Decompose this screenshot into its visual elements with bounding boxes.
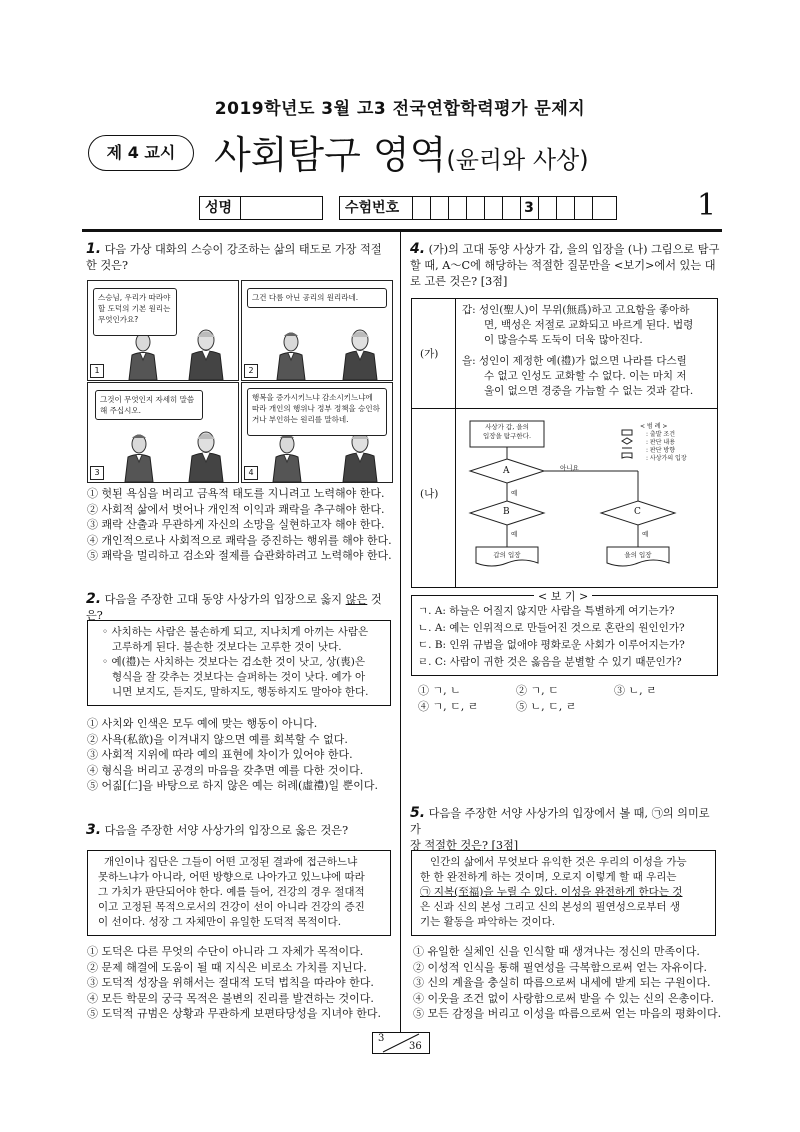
panel-number: 4	[244, 466, 258, 480]
option[interactable]: ② 문제 해결에 도움이 될 때 지식은 비로소 가치를 지닌다.	[87, 960, 367, 974]
bogi-item: ㄹ. C: 사람이 귀한 것은 옳음을 분별할 수 있기 때문인가?	[418, 656, 682, 668]
q4-stem-line: (가)의 고대 동양 사상가 갑, 을의 입장을 (나) 그림으로 탐구	[428, 243, 720, 256]
q1-number: 1.	[86, 241, 102, 257]
page-number: 1	[697, 188, 717, 223]
option[interactable]: ③ ㄴ, ㄹ	[614, 684, 657, 697]
outcome-gap-label: 갑의 입장	[493, 551, 521, 559]
exam-title: 2019학년도 3월 고3 전국연합학력평가 문제지	[214, 99, 586, 119]
legend	[634, 423, 687, 463]
q5-stem-line: 장 적절한 것은? [3점]	[410, 839, 519, 852]
quote-line: 형식을 잘 갖추는 것보다는 슬퍼하는 것이 낫다. 예가 아	[112, 671, 366, 683]
exam-no-cell[interactable]	[556, 197, 572, 219]
q3-stem	[86, 822, 396, 839]
q1-stem-text: 다음 가상 대화의 스승이 강조하는 삶의 태도로 가장 적절한 것은?	[86, 243, 382, 272]
node-a-label: A	[503, 466, 510, 476]
node-c-label: C	[634, 507, 641, 517]
na-label: (나)	[420, 488, 439, 500]
no-label: 아니요	[560, 464, 579, 472]
bogi-item: ㄱ. A: 하늘은 어질지 않지만 사람을 특별하게 여기는가?	[418, 605, 675, 617]
legend-item: : 판단 내용	[646, 439, 676, 446]
option[interactable]: ④ 이웃을 조건 없이 사랑함으로써 받을 수 있는 신의 은총이다.	[413, 991, 714, 1005]
option[interactable]: ② 이성적 인식을 통해 필연성을 극복함으로써 얻는 자유이다.	[413, 960, 707, 974]
option[interactable]: ① 유일한 실체인 신을 인식할 때 생겨나는 정신의 만족이다.	[413, 945, 700, 958]
quote-line: 한 한 완전하게 하는 것이며, 오로지 이렇게 할 때 우리는	[420, 871, 677, 883]
q5-stem	[410, 805, 722, 854]
node-b-label: B	[503, 507, 510, 517]
q3-number: 3.	[86, 822, 102, 838]
student-figure	[126, 330, 160, 380]
teacher-figure	[186, 430, 226, 482]
student-figure	[122, 432, 156, 482]
q2-stem-text: 다음을 주장한 고대 동양 사상가의 입장으로 옳지	[104, 593, 346, 606]
name-field[interactable]	[199, 196, 323, 220]
exam-number-field[interactable]	[339, 196, 617, 220]
quote-line: 개인이나 집단은 그들이 어떤 고정된 결과에 접근하느냐	[104, 856, 358, 868]
statement-line: 갑: 성인(聖人)이 무위(無爲)하고 고요함을 좋아하	[462, 304, 690, 316]
option[interactable]: ③ 도덕적 성장을 위해서는 절대적 도덕 법칙을 따라야 한다.	[87, 976, 374, 989]
q5-number: 5.	[410, 805, 426, 821]
quote-line: 이고 고정된 목적으로서의 건강이 선이 아니라 건강의 증진	[98, 901, 365, 913]
bogi-title: < 보 기 >	[534, 588, 592, 604]
exam-no-cell[interactable]	[430, 197, 446, 219]
legend-title: < 범 례 >	[640, 423, 668, 430]
statement-line: 을: 성인이 제정한 예(禮)가 없으면 나라를 다스릴	[462, 355, 687, 367]
period-badge: 제 4 교시	[88, 135, 194, 171]
speech-bubble-3: 그것이 무엇인지 자세히 말씀해 주십시오.	[95, 390, 203, 420]
start-text-line: 사상가 갑, 을의	[485, 423, 529, 431]
exam-no-cell[interactable]	[574, 197, 590, 219]
panel-number: 3	[90, 466, 104, 480]
ga-label: (가)	[420, 348, 439, 360]
subject-title	[214, 124, 589, 179]
option[interactable]: ④ ㄱ, ㄷ, ㄹ	[418, 700, 479, 713]
exam-no-cell[interactable]	[592, 197, 608, 219]
statement-line: 면, 백성은 저절로 교화되고 바르게 된다. 법령	[484, 319, 694, 331]
option[interactable]: ④ 형식을 버리고 공경의 마음을 갖추면 예를 다한 것이다.	[87, 763, 364, 777]
quote-line: 그 가치가 판단되어야 한다. 예를 들어, 건강의 경우 절대적	[98, 886, 365, 898]
q4-table	[411, 298, 718, 588]
yes-label: 예	[511, 489, 518, 497]
footer-page: 3	[378, 1033, 385, 1044]
speech-bubble-1: 스승님, 우리가 따라야 할 도덕의 기본 원리는 무엇인가요?	[93, 288, 177, 336]
teacher-figure	[340, 430, 380, 482]
name-input-area[interactable]	[240, 197, 321, 219]
speech-bubble-2: 그건 다름 아닌 공리의 원리라네.	[247, 288, 387, 308]
exam-no-cell[interactable]	[412, 197, 428, 219]
q1-cartoon	[87, 280, 393, 483]
q2-stem-tail: 것은?	[86, 593, 382, 622]
option[interactable]: ① ㄱ, ㄴ	[418, 684, 461, 697]
quote-line: 이 선이다. 성장 그 자체만이 유일한 도덕적 목적이다.	[98, 916, 342, 928]
option[interactable]: ③ 사회적 지위에 따라 예의 표현에 차이가 있어야 한다.	[87, 748, 353, 761]
q1-options	[87, 486, 392, 564]
legend-item: : 출발 조건	[646, 431, 676, 438]
panel-number: 2	[244, 364, 258, 378]
subject-sub: (윤리와 사상)	[446, 146, 589, 174]
panel-number: 1	[90, 364, 104, 378]
statement-line: 이 많을수록 도둑이 더욱 많아진다.	[484, 334, 643, 346]
teacher-figure	[340, 328, 380, 380]
quote-line: 니면 보지도, 듣지도, 말하지도, 행동하지도 말아야 한다.	[112, 686, 369, 698]
option[interactable]: ⑤ 쾌락을 멀리하고 검소와 절제를 습관화하려고 노력해야 한다.	[87, 549, 392, 562]
option[interactable]: ① 도덕은 다른 무엇의 수단이 아니라 그 자체가 목적이다.	[87, 945, 364, 958]
option[interactable]: ④ 개인적으로나 사회적으로 쾌락을 증진하는 행위를 해야 한다.	[87, 533, 392, 547]
page-footer	[372, 1032, 430, 1054]
option[interactable]: ① 사치와 인색은 모두 예에 맞는 행동이 아니다.	[87, 717, 318, 730]
q5-stem-line: 다음을 주장한 서양 사상가의 입장에서 볼 때, ㉠의 의미로 가	[410, 807, 710, 836]
q3-options	[87, 944, 381, 1022]
quote-line: ◦ 사치하는 사람은 불손하게 되고, 지나치게 아끼는 사람은	[102, 626, 369, 638]
q1-stem	[86, 241, 391, 274]
name-label: 성명	[205, 200, 233, 216]
statement-line: 울이 없으면 경중을 가늠할 수 없는 것과 같다.	[484, 385, 694, 397]
exam-no-cell[interactable]	[538, 197, 554, 219]
option[interactable]: ① 헛된 욕심을 버리고 금욕적 태도를 지니려고 노력해야 한다.	[87, 487, 385, 500]
student-figure	[270, 432, 304, 482]
exam-no-cell[interactable]	[484, 197, 500, 219]
exam-no-digit: 3	[520, 197, 537, 219]
option[interactable]: ② 사욕(私欲)을 이겨내지 않으면 예를 회복할 수 없다.	[87, 732, 348, 746]
q4-stem-line: 할 때, A～C에 해당하는 적절한 질문만을 <보기>에서 있는 대	[410, 259, 716, 272]
legend-item: : 사상가의 입장	[646, 455, 687, 462]
option[interactable]: ② ㄱ, ㄷ	[516, 684, 559, 697]
option[interactable]: ④ 모든 학문의 궁극 목적은 불변의 진리를 발견하는 것이다.	[87, 991, 374, 1005]
header-rule	[82, 229, 722, 232]
subject-main: 사회탐구 영역	[214, 133, 447, 177]
outcome-eul-label: 을의 입장	[624, 551, 652, 559]
option[interactable]: ③ 쾌락 산출과 무관하게 자신의 소망을 실현하고자 해야 한다.	[87, 518, 385, 531]
bogi-item: ㄴ. A: 예는 인위적으로 만들어진 것으로 혼란의 원인인가?	[418, 622, 685, 634]
bogi-items	[418, 603, 685, 671]
option[interactable]: ⑤ 도덕적 규범은 상황과 무관하게 보편타당성을 지녀야 한다.	[87, 1007, 381, 1020]
option[interactable]: ⑤ 어짊[仁]을 바탕으로 하지 않은 예는 허례(虛禮)일 뿐이다.	[87, 779, 379, 792]
footer-total: 36	[409, 1041, 422, 1052]
q4-stem-line: 로 고른 것은? [3점]	[410, 275, 508, 288]
quote-line: ◦ 예(禮)는 사치하는 것보다는 검소한 것이 낫고, 상(喪)은	[102, 656, 365, 668]
q2-stem-emphasis: 않은	[345, 593, 368, 606]
exam-no-cell[interactable]	[448, 197, 464, 219]
exam-number-label: 수험번호	[345, 200, 400, 216]
q2-options	[87, 716, 378, 794]
start-text-line: 입장을 탐구한다.	[482, 432, 532, 440]
q4-number: 4.	[410, 241, 426, 257]
option[interactable]: ⑤ 모든 감정을 버리고 이성을 따름으로써 얻는 마음의 평화이다.	[413, 1007, 722, 1020]
statement-line: 수 없고 인성도 교화할 수 없다. 이는 마치 저	[484, 370, 687, 382]
quote-line: 은 신과 신의 본성 그리고 신의 본성의 필연성으로부터 생	[420, 901, 680, 913]
flow-start-text	[472, 423, 542, 441]
q5-options	[413, 944, 721, 1022]
exam-no-cell[interactable]	[502, 197, 518, 219]
quote-line: 못하느냐가 아니라, 어떤 방향으로 나아가고 있느냐에 따라	[98, 871, 365, 883]
option[interactable]: ③ 신의 계율을 충실히 따름으로써 내세에 받게 되는 구원이다.	[413, 976, 711, 989]
yes-label: 예	[511, 530, 518, 538]
option[interactable]: ⑤ ㄴ, ㄷ, ㄹ	[516, 700, 577, 713]
column-divider	[400, 232, 401, 1032]
yes-label: 예	[642, 530, 649, 538]
quote-line: 인간의 삶에서 무엇보다 유익한 것은 우리의 이성을 가능	[430, 856, 687, 868]
quote-line: 기는 활동을 파악하는 것이다.	[420, 916, 556, 928]
teacher-figure	[186, 328, 226, 380]
q4-stem	[410, 241, 722, 290]
exam-no-cell[interactable]	[466, 197, 482, 219]
option[interactable]: ② 사회적 삶에서 벗어나 개인적 이익과 쾌락을 추구해야 한다.	[87, 502, 385, 516]
q3-stem-text: 다음을 주장한 서양 사상가의 입장으로 옳은 것은?	[104, 824, 349, 837]
q5-quote-box	[411, 850, 716, 936]
q2-quote-box	[87, 620, 391, 706]
bogi-item: ㄷ. B: 인위 규범을 없애야 평화로운 사회가 이루어지는가?	[418, 639, 685, 651]
q2-number: 2.	[86, 591, 102, 607]
student-figure	[274, 330, 308, 380]
legend-item: : 판단 방향	[646, 447, 676, 454]
speech-bubble-4: 행복을 증가시키느냐 감소시키느냐에 따라 개인의 행위나 정부 정책을 승인하거나 부인하는 원리를 말하네.	[247, 388, 387, 436]
q3-quote-box	[87, 850, 391, 936]
quote-line: 고루하게 된다. 불손한 것보다는 고루한 것이 낫다.	[112, 641, 342, 653]
gap-statement	[462, 303, 712, 399]
quote-line: ㉠ 지복(至福)을 누릴 수 있다. 이성을 완전하게 한다는 것	[420, 886, 683, 898]
